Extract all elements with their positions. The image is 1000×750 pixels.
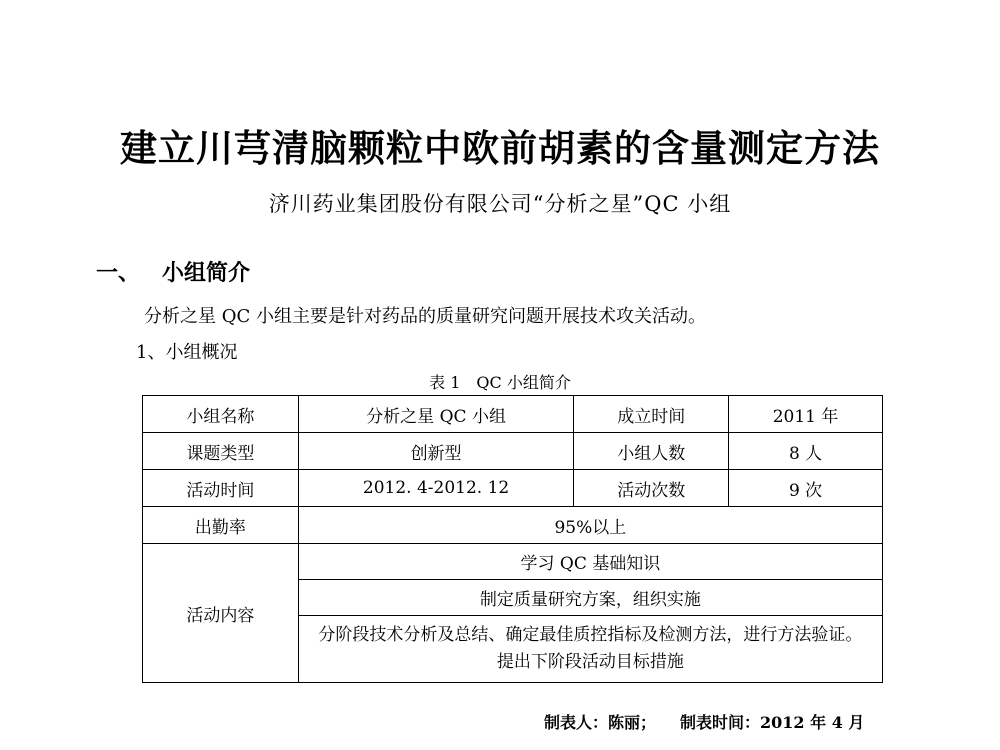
qc-group-table: [142, 395, 883, 683]
table-row: [143, 544, 883, 580]
content-item-1: 学习 QC 基础知识: [298, 544, 882, 580]
attendance-label: 出勤率: [143, 507, 299, 544]
members-label: 小组人数: [574, 433, 729, 470]
members-value: 8 人: [729, 433, 883, 470]
activity-time-value: 2012. 4-2012. 12: [298, 470, 574, 507]
table-row: [143, 396, 883, 433]
content-label: 活动内容: [143, 544, 299, 683]
table-footer: [544, 710, 864, 733]
activity-count-value: 9 次: [729, 470, 883, 507]
table-row: [143, 470, 883, 507]
activity-time-label: 活动时间: [143, 470, 299, 507]
intro-paragraph: 分析之星 QC 小组主要是针对药品的质量研究问题开展技术攻关活动。: [144, 306, 706, 327]
section-heading: [96, 256, 250, 287]
founded-label: 成立时间: [574, 396, 729, 433]
subsection-heading: 1、小组概况: [136, 342, 238, 363]
document-subtitle: 济川药业集团股份有限公司“分析之星”QC 小组: [268, 192, 732, 216]
attendance-value: 95%以上: [298, 507, 882, 544]
table-maker: 制表人：陈丽；: [544, 713, 657, 732]
table-date: 制表时间：2012 年 4 月: [680, 713, 865, 732]
content-item-3-cell: [298, 616, 882, 683]
group-name-label: 小组名称: [143, 396, 299, 433]
activity-count-label: 活动次数: [574, 470, 729, 507]
founded-value: 2011 年: [729, 396, 883, 433]
section-number: 一、: [96, 261, 141, 286]
content-item-3: 分阶段技术分析及总结、确定最佳质控指标及检测方法，进行方法验证。: [318, 625, 863, 645]
group-name-value: 分析之星 QC 小组: [298, 396, 574, 433]
content-item-4: 提出下阶段活动目标措施: [496, 652, 684, 672]
content-item-2: 制定质量研究方案，组织实施: [298, 580, 882, 616]
table-row: [143, 433, 883, 470]
topic-type-value: 创新型: [298, 433, 574, 470]
table-caption: 表 1 QC 小组简介: [429, 373, 571, 392]
document-title: 建立川芎清脑颗粒中欧前胡素的含量测定方法: [120, 127, 880, 170]
topic-type-label: 课题类型: [143, 433, 299, 470]
table-row: [143, 507, 883, 544]
section-title: 小组简介: [162, 261, 251, 286]
